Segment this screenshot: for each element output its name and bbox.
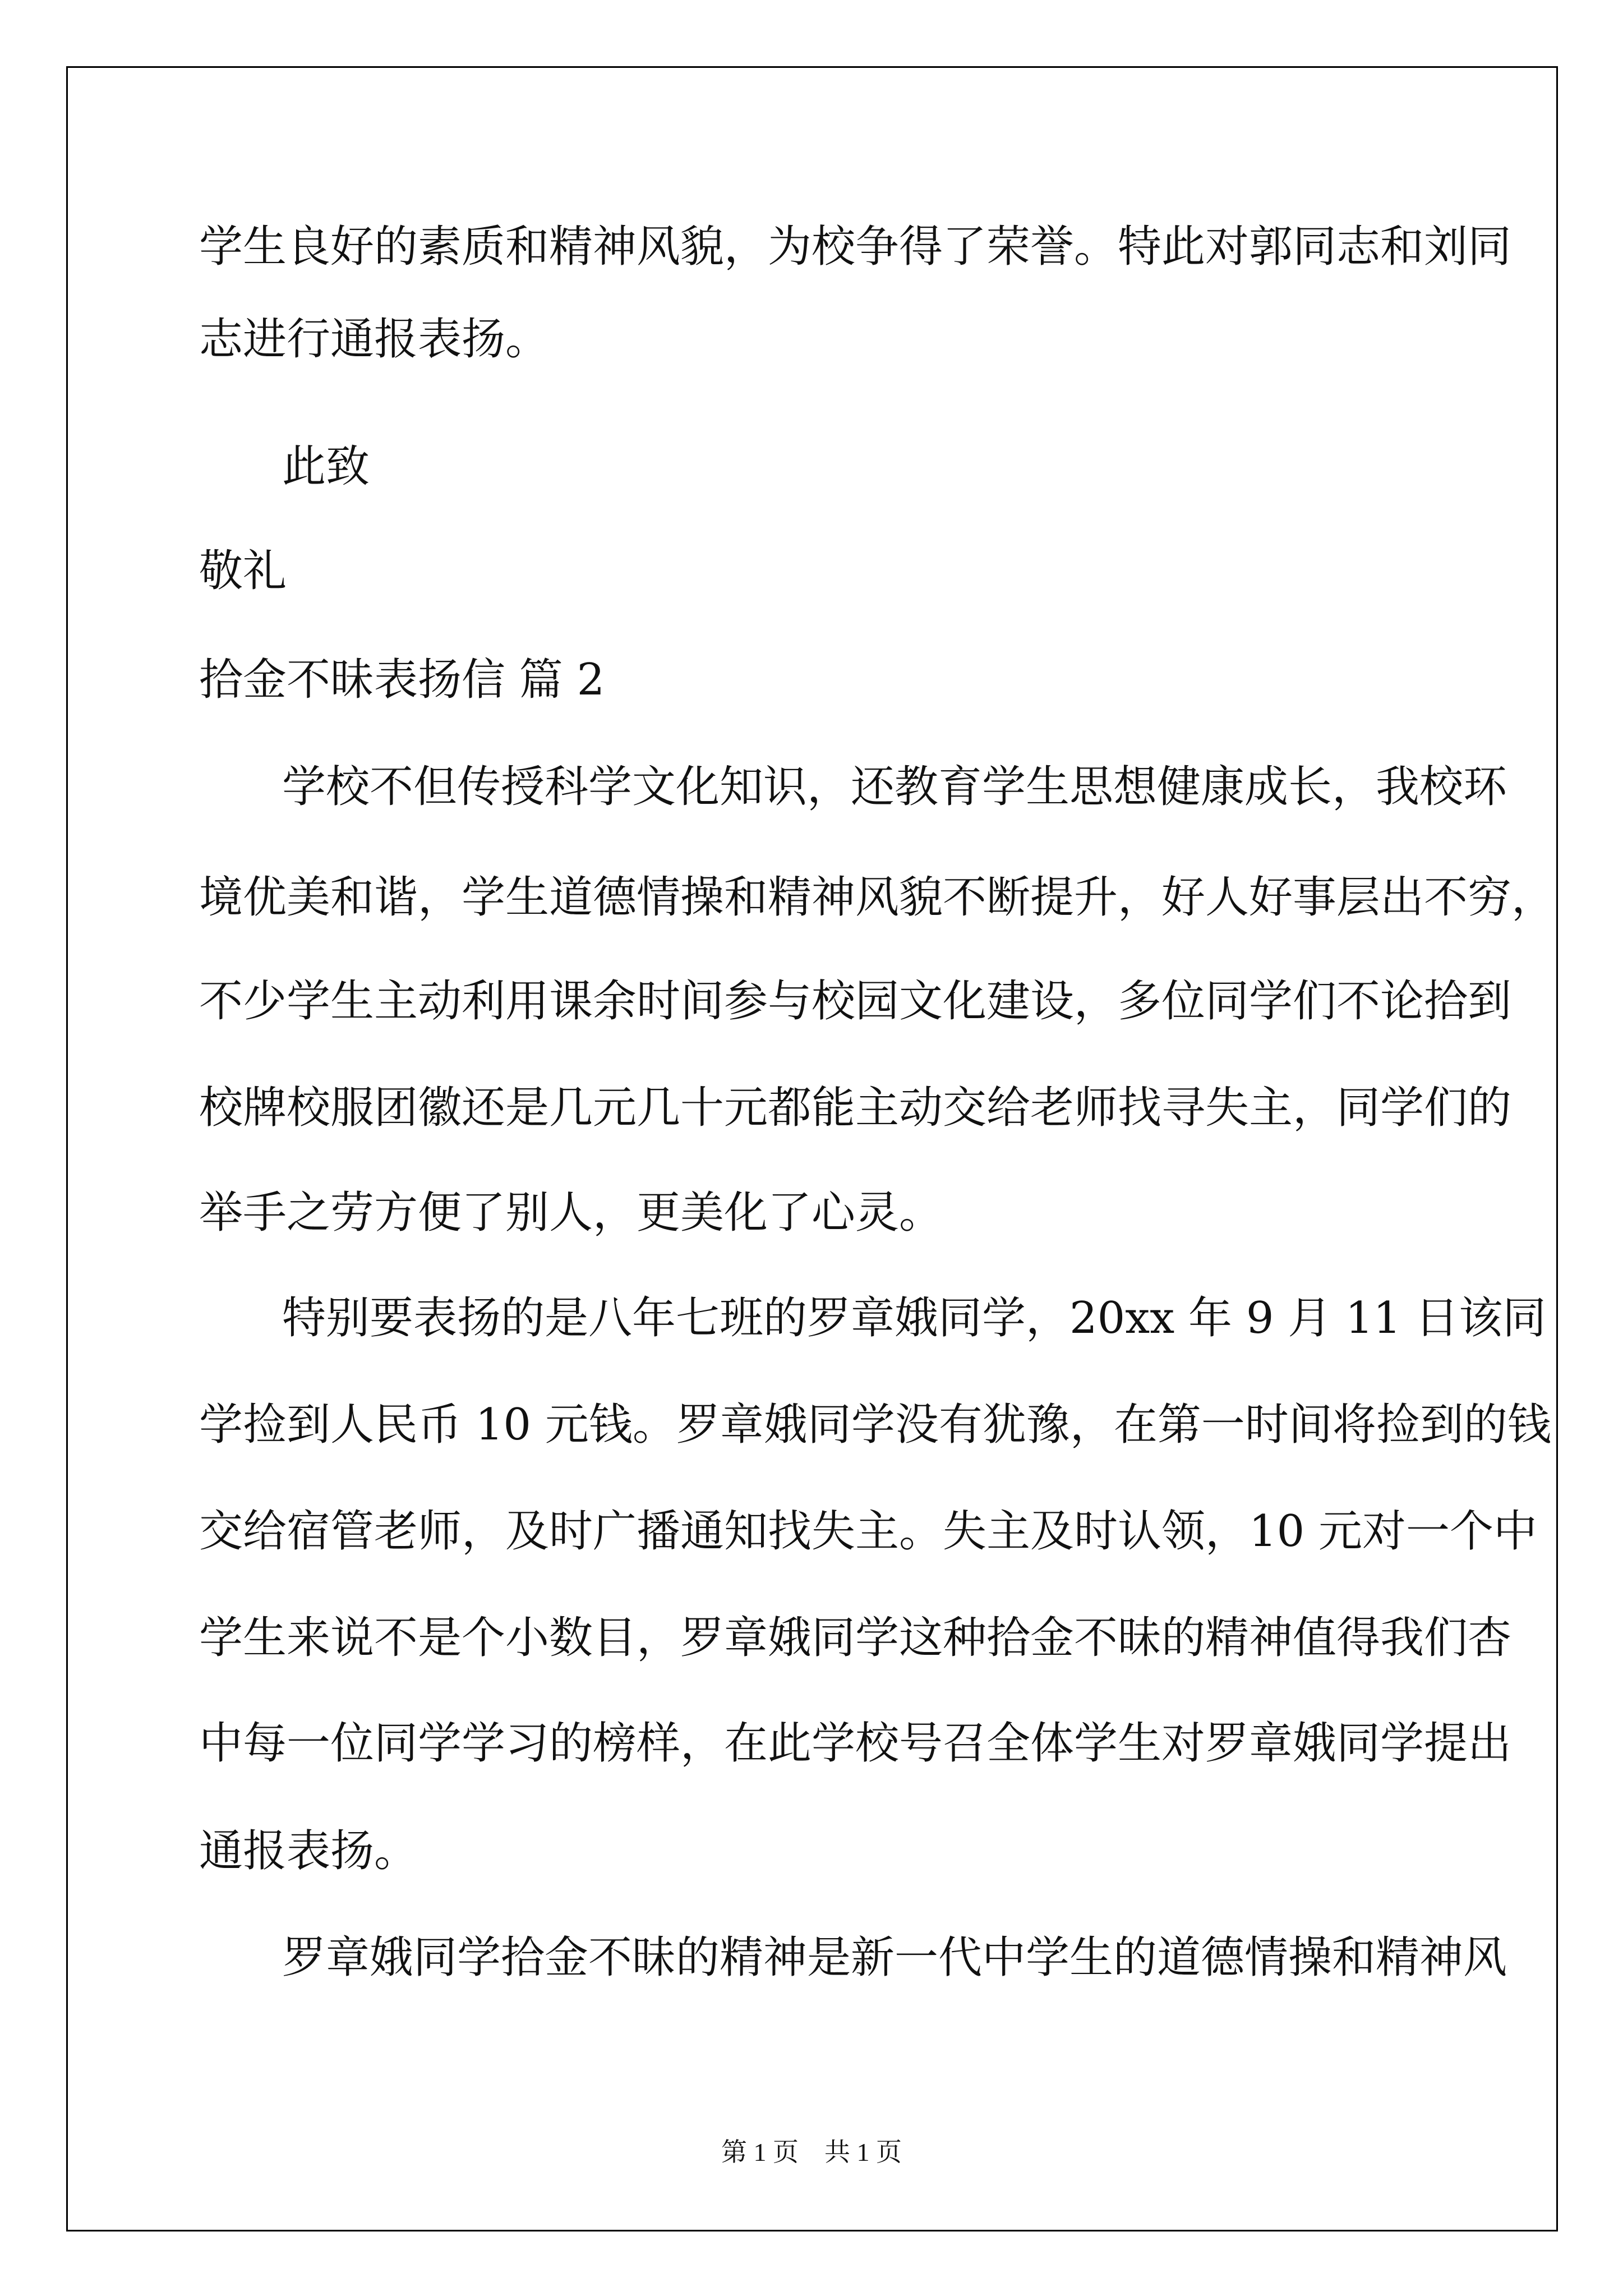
- paragraph-line: 罗章娥同学拾金不昧的精神是新一代中学生的道德情操和精神风: [282, 1932, 1507, 1983]
- paragraph-line: 学捡到人民币 10 元钱。罗章娥同学没有犹豫，在第一时间将捡到的钱: [199, 1400, 1551, 1450]
- paragraph-line: 特别要表扬的是八年七班的罗章娥同学，20xx 年 9 月 11 日该同: [282, 1293, 1547, 1343]
- page-footer: 第 1 页 共 1 页: [721, 2138, 902, 2166]
- paragraph-line: 通报表扬。: [199, 1826, 418, 1876]
- paragraph-line: 学生良好的素质和精神风貌，为校争得了荣誉。特此对郭同志和刘同: [199, 222, 1512, 272]
- closing-regards: 敬礼: [199, 546, 287, 596]
- closing-salutation: 此致: [282, 441, 370, 492]
- paragraph-line: 不少学生主动利用课余时间参与校园文化建设，多位同学们不论拾到: [199, 976, 1512, 1027]
- paragraph-line: 学生来说不是个小数目，罗章娥同学这种拾金不昧的精神值得我们杏: [199, 1613, 1512, 1663]
- paragraph-line: 境优美和谐，学生道德情操和精神风貌不断提升，好人好事层出不穷，: [199, 872, 1556, 923]
- paragraph-line: 校牌校服团徽还是几元几十元都能主动交给老师找寻失主，同学们的: [199, 1083, 1512, 1133]
- paragraph-line: 志进行通报表扬。: [199, 314, 550, 365]
- paragraph-line: 交给宿管老师，及时广播通知找失主。失主及时认领，10 元对一个中: [199, 1506, 1538, 1557]
- paragraph-line: 举手之劳方便了别人，更美化了心灵。: [199, 1188, 943, 1238]
- paragraph-line: 中每一位同学学习的榜样，在此学校号召全体学生对罗章娥同学提出: [199, 1718, 1512, 1769]
- paragraph-line: 学校不但传授科学文化知识，还教育学生思想健康成长，我校环: [282, 762, 1507, 812]
- section-heading: 拾金不昧表扬信 篇 2: [199, 655, 605, 705]
- page-border: [66, 66, 1558, 2231]
